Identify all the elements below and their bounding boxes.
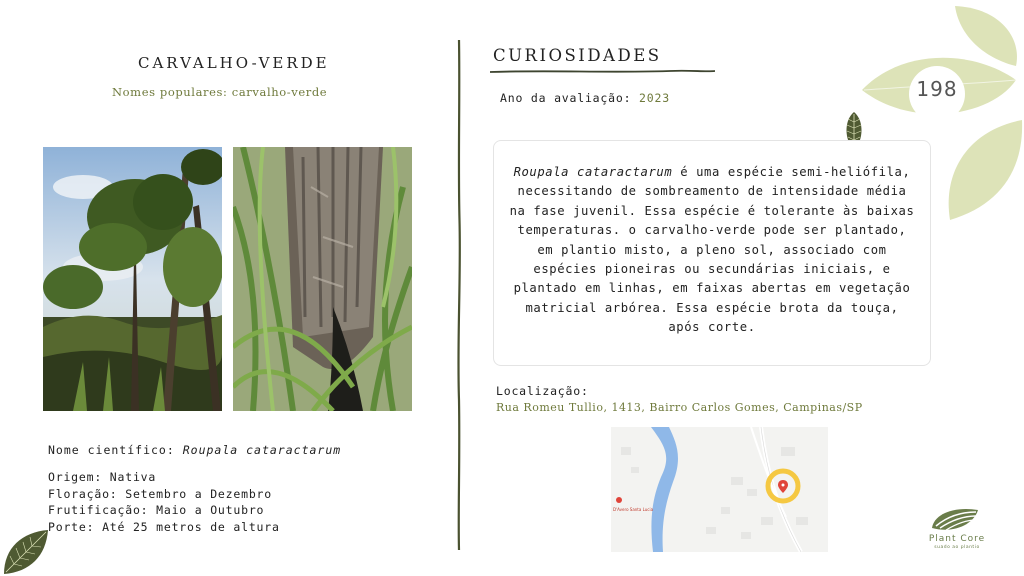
flowering-text: Floração: Setembro a Dezembro: [48, 486, 272, 501]
trunk-photo: [233, 147, 412, 411]
plant-core-logo-icon: [920, 500, 1000, 560]
tree-photo: [43, 147, 222, 411]
curiosities-box: [493, 140, 931, 366]
evaluation-year-label: Ano da avaliação:: [500, 91, 632, 105]
logo-tagline: suado ao plantio: [934, 545, 980, 550]
curiosities-text: [506, 163, 918, 338]
curiosities-species: Roupala cataractarum: [513, 165, 673, 179]
location-map[interactable]: [611, 427, 828, 552]
curiosities-body: é uma espécie semi-heliófila, necessitando de sombreamento de intensidade média na fase juvenil. Essa espécie é tolerante às baixas temperaturas. o carvalho-verde pode ser plantado, em plantio misto, a pleno sol, associado com espécies pioneiras ou secundárias iniciais, e plantado em linhas, em faixas abertas em vegetação matricial arbórea. Essa espécie brota da touça, após corte.: [509, 165, 915, 335]
species-info-list: [48, 469, 280, 535]
fruiting-text: Frutificação: Maio a Outubro: [48, 503, 265, 517]
page-number: 198: [916, 77, 958, 101]
column-divider: [454, 40, 464, 550]
species-title: CARVALHO-VERDE: [138, 54, 330, 72]
curiosities-title: CURIOSIDADES: [493, 46, 662, 65]
popular-names-label: Nomes populares:: [112, 85, 228, 99]
location-label: Localização:: [496, 384, 589, 398]
corner-leaf-icon: [0, 528, 50, 576]
origin-text: Origem: Nativa: [48, 470, 157, 484]
evaluation-year-value: 2023: [639, 91, 670, 105]
svg-text:D'Avero Santa Lucia: D'Avero Santa Lucia: [613, 507, 654, 512]
size-text: Porte: Até 25 metros de altura: [48, 519, 280, 534]
scientific-name: [48, 443, 341, 457]
scientific-name-value: Roupala cataractarum: [182, 443, 342, 457]
title-underline: [490, 66, 715, 76]
logo-name: Plant Core: [928, 534, 986, 544]
popular-names-value: carvalho-verde: [231, 85, 328, 99]
evaluation-year: [500, 91, 670, 105]
location-address: Rua Romeu Tullio, 1413, Bairro Carlos Gomes, Campinas/SP: [496, 401, 863, 414]
scientific-name-label: Nome científico:: [48, 443, 175, 457]
popular-names: [112, 85, 327, 99]
